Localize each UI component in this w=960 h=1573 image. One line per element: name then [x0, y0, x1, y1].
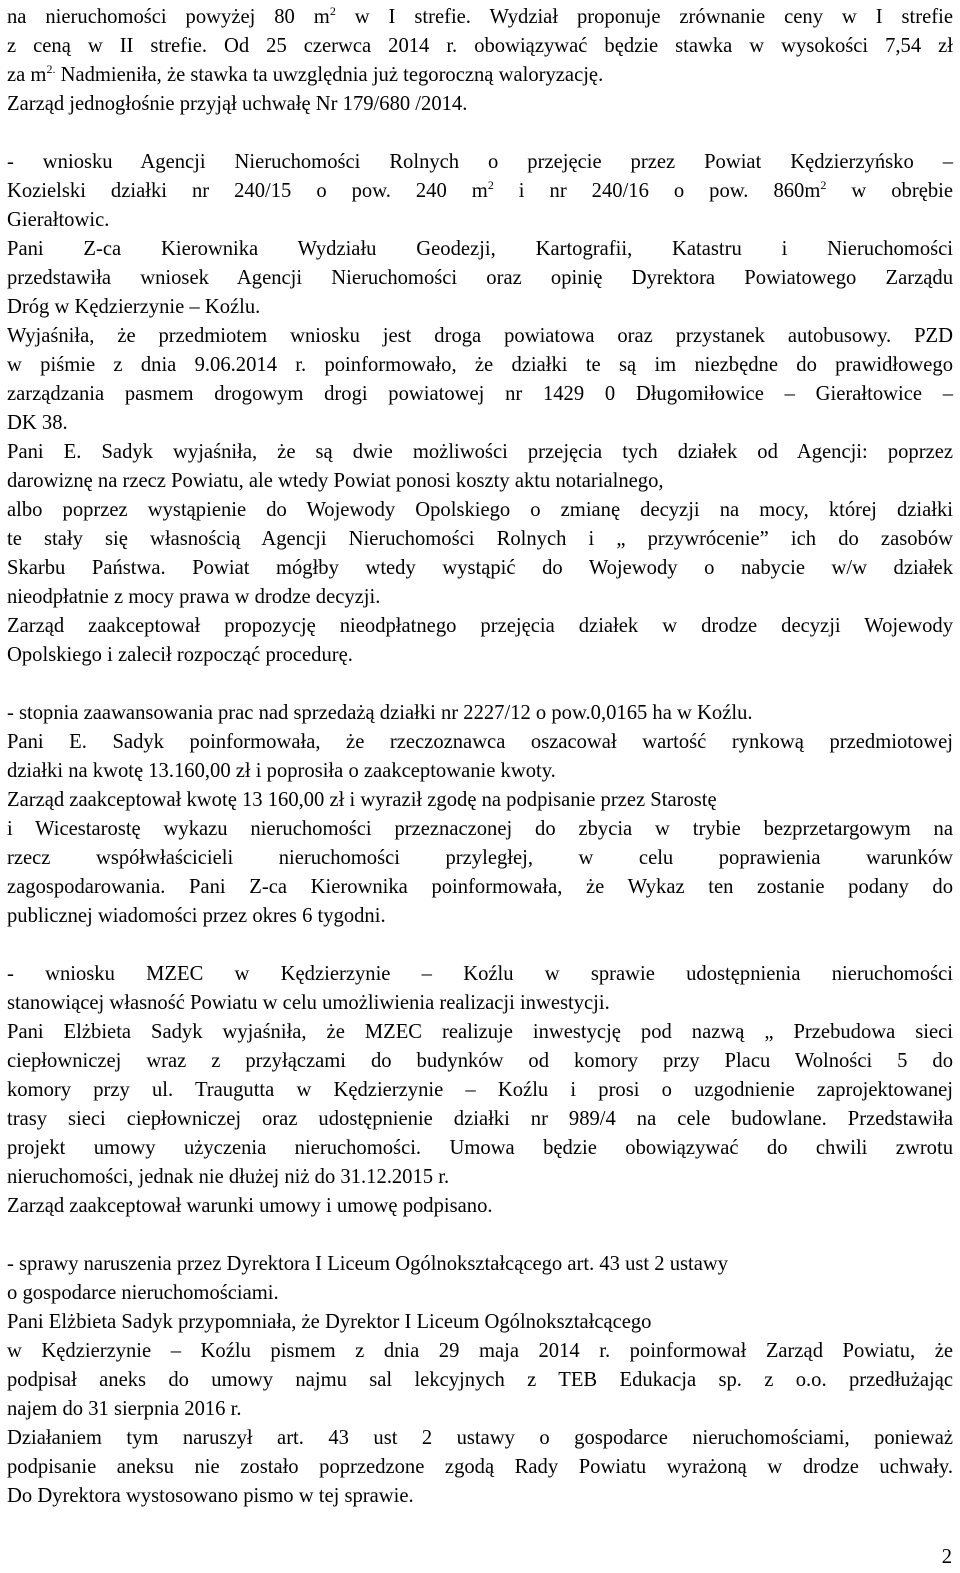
text-line: [7, 1453, 953, 1482]
text-segment: najem do 31 sierpnia 2016 r.: [7, 1398, 242, 1420]
text-segment: Zarząd zaakceptował kwotę 13 160,00 zł i wyraził zgodę na podpisanie przez Starostę: [7, 789, 717, 811]
paragraph-gap: [7, 119, 953, 148]
text-line: [7, 612, 953, 641]
text-segment: darowiznę na rzecz Powiatu, ale wtedy Powiat ponosi koszty aktu notarialnego,: [7, 470, 664, 492]
text-segment: zagospodarowania. Pani Z-ca Kierownika poinformowała, że Wykaz ten zostanie podany do: [7, 876, 953, 898]
document-body: [7, 3, 953, 1511]
text-line: [7, 206, 953, 235]
text-segment: albo poprzez wystąpienie do Wojewody Opolskiego o zmianę decyzji na mocy, której działki: [7, 499, 953, 521]
text-line: [7, 32, 953, 61]
text-segment: nieruchomości, jednak nie dłużej niż do 31.12.2015 r.: [7, 1166, 450, 1188]
text-line: [7, 873, 953, 902]
text-line: [7, 815, 953, 844]
text-segment: Do Dyrektora wystosowano pismo w tej sprawie.: [7, 1485, 414, 1507]
text-line: [7, 554, 953, 583]
text-segment: podpisał aneks do umowy najmu sal lekcyjnych z TEB Edukacja sp. z o.o. przedłużając: [7, 1369, 953, 1391]
text-segment: w piśmie z dnia 9.06.2014 r. poinformowało, że działki te są im niezbędne do prawidłowego: [7, 354, 953, 376]
superscript: 2: [487, 178, 494, 193]
text-line: [7, 3, 953, 32]
text-segment: działki na kwotę 13.160,00 zł i poprosiła o zaakceptowanie kwoty.: [7, 760, 556, 782]
text-line: [7, 1105, 953, 1134]
text-line: [7, 264, 953, 293]
text-segment: DK 38.: [7, 412, 68, 434]
text-segment: z ceną w II strefie. Od 25 czerwca 2014 r. obowiązywać będzie stawka w wysokości 7,54 zł: [7, 35, 953, 57]
text-line: [7, 1424, 953, 1453]
text-line: [7, 1308, 953, 1337]
text-line: [7, 757, 953, 786]
text-line: [7, 786, 953, 815]
text-segment: Opolskiego i zalecił rozpocząć procedurę.: [7, 644, 353, 666]
text-segment: Pani E. Sadyk poinformowała, że rzeczoznawca oszacował wartość rynkową przedmiotowej: [7, 731, 953, 753]
text-segment: nieodpłatnie z mocy prawa w drodze decyzji.: [7, 586, 381, 608]
text-segment: projekt umowy użyczenia nieruchomości. Umowa będzie obowiązywać do chwili zwrotu: [7, 1137, 953, 1159]
text-line: [7, 1047, 953, 1076]
text-segment: Kozielski działki nr 240/15 o pow. 240 m: [7, 180, 488, 202]
text-segment: Działaniem tym naruszył art. 43 ust 2 ustawy o gospodarce nieruchomościami, ponieważ: [7, 1427, 953, 1449]
text-segment: - stopnia zaawansowania prac nad sprzedażą działki nr 2227/12 o pow.0,0165 ha w Koźlu.: [7, 702, 753, 724]
text-segment: rzecz współwłaścicieli nieruchomości przyległej, w celu poprawienia warunków: [7, 847, 953, 869]
text-segment: Pani Elżbieta Sadyk wyjaśniła, że MZEC realizuje inwestycję pod nazwą „ Przebudowa sieci: [7, 1021, 953, 1043]
text-segment: Pani Z-ca Kierownika Wydziału Geodezji, Kartografii, Katastru i Nieruchomości: [7, 238, 953, 260]
text-line: [7, 1395, 953, 1424]
text-segment: Dróg w Kędzierzynie – Koźlu.: [7, 296, 261, 318]
text-line: [7, 409, 953, 438]
text-line: [7, 902, 953, 931]
text-segment: Gierałtowic.: [7, 209, 110, 231]
text-segment: za m: [7, 64, 47, 86]
text-segment: na nieruchomości powyżej 80 m: [7, 6, 330, 28]
text-line: [7, 525, 953, 554]
text-line: [7, 1366, 953, 1395]
superscript: 2.: [46, 62, 56, 77]
text-segment: i nr 240/16 o pow. 860m: [493, 180, 821, 202]
text-line: [7, 467, 953, 496]
text-line: [7, 177, 953, 206]
text-line: [7, 1337, 953, 1366]
text-segment: Skarbu Państwa. Powiat mógłby wtedy wystąpić do Wojewody o nabycie w/w działek: [7, 557, 953, 579]
text-line: [7, 148, 953, 177]
text-line: [7, 641, 953, 670]
paragraph-gap: [7, 1221, 953, 1250]
superscript: 2: [820, 178, 827, 193]
text-segment: o gospodarce nieruchomościami.: [7, 1282, 279, 1304]
paragraph-gap: [7, 931, 953, 960]
text-segment: publicznej wiadomości przez okres 6 tygodni.: [7, 905, 386, 927]
text-segment: Wyjaśniła, że przedmiotem wniosku jest droga powiatowa oraz przystanek autobusowy. PZD: [7, 325, 953, 347]
text-segment: Zarząd jednogłośnie przyjął uchwałę Nr 179/680 /2014.: [7, 93, 468, 115]
text-line: [7, 1250, 953, 1279]
text-segment: stanowiącej własność Powiatu w celu umożliwienia realizacji inwestycji.: [7, 992, 610, 1014]
text-line: [7, 496, 953, 525]
text-line: [7, 61, 953, 90]
text-line: [7, 583, 953, 612]
text-segment: w Kędzierzynie – Koźlu pismem z dnia 29 maja 2014 r. poinformował Zarząd Powiatu, że: [7, 1340, 953, 1362]
text-line: [7, 438, 953, 467]
text-segment: w I strefie. Wydział proponuje zrównanie ceny w I strefie: [335, 6, 953, 28]
text-line: [7, 351, 953, 380]
text-line: [7, 728, 953, 757]
text-line: [7, 293, 953, 322]
text-segment: te stały się własnością Agencji Nieruchomości Rolnych i „ przywrócenie” ich do zasobów: [7, 528, 953, 550]
text-line: [7, 960, 953, 989]
text-segment: i Wicestarostę wykazu nieruchomości przeznaczonej do zbycia w trybie bezprzetargowym na: [7, 818, 953, 840]
text-segment: - sprawy naruszenia przez Dyrektora I Liceum Ogólnokształcącego art. 43 ust 2 ustawy: [7, 1253, 729, 1275]
text-segment: Nadmieniła, że stawka ta uwzględnia już tegoroczną waloryzację.: [55, 64, 604, 86]
text-segment: Pani E. Sadyk wyjaśniła, że są dwie możliwości przejęcia tych działek od Agencji: poprzez: [7, 441, 953, 463]
text-line: [7, 989, 953, 1018]
text-line: [7, 844, 953, 873]
text-segment: trasy sieci ciepłowniczej oraz udostępnienie działki nr 989/4 na cele budowlane. Przedstawiła: [7, 1108, 953, 1130]
text-line: [7, 1279, 953, 1308]
text-line: [7, 1076, 953, 1105]
text-segment: - wniosku Agencji Nieruchomości Rolnych o przejęcie przez Powiat Kędzierzyńsko –: [7, 151, 953, 173]
text-segment: - wniosku MZEC w Kędzierzynie – Koźlu w sprawie udostępnienia nieruchomości: [7, 963, 953, 985]
text-segment: w obrębie: [826, 180, 953, 202]
text-segment: Pani Elżbieta Sadyk przypomniała, że Dyrektor I Liceum Ogólnokształcącego: [7, 1311, 652, 1333]
text-line: [7, 1134, 953, 1163]
page-number: 2: [941, 1546, 952, 1568]
text-segment: ciepłowniczej wraz z przyłączami do budynków od komory przy Placu Wolności 5 do: [7, 1050, 953, 1072]
text-segment: Zarząd zaakceptował propozycję nieodpłatnego przejęcia działek w drodze decyzji Wojewody: [7, 615, 953, 637]
text-line: [7, 1192, 953, 1221]
text-segment: zarządzania pasmem drogowym drogi powiatowej nr 1429 0 Długomiłowice – Gierałtowice –: [7, 383, 953, 405]
text-segment: podpisanie aneksu nie zostało poprzedzone zgodą Rady Powiatu wyrażoną w drodze uchwały.: [7, 1456, 953, 1478]
text-line: [7, 699, 953, 728]
text-line: [7, 90, 953, 119]
superscript: 2: [329, 4, 336, 19]
text-segment: komory przy ul. Traugutta w Kędzierzynie – Koźlu i prosi o uzgodnienie zaprojektowanej: [7, 1079, 953, 1101]
text-line: [7, 235, 953, 264]
text-line: [7, 380, 953, 409]
text-line: [7, 1163, 953, 1192]
text-segment: przedstawiła wniosek Agencji Nieruchomości oraz opinię Dyrektora Powiatowego Zarządu: [7, 267, 953, 289]
text-line: [7, 1018, 953, 1047]
paragraph-gap: [7, 670, 953, 699]
text-line: [7, 1482, 953, 1511]
text-line: [7, 322, 953, 351]
text-segment: Zarząd zaakceptował warunki umowy i umowę podpisano.: [7, 1195, 493, 1217]
